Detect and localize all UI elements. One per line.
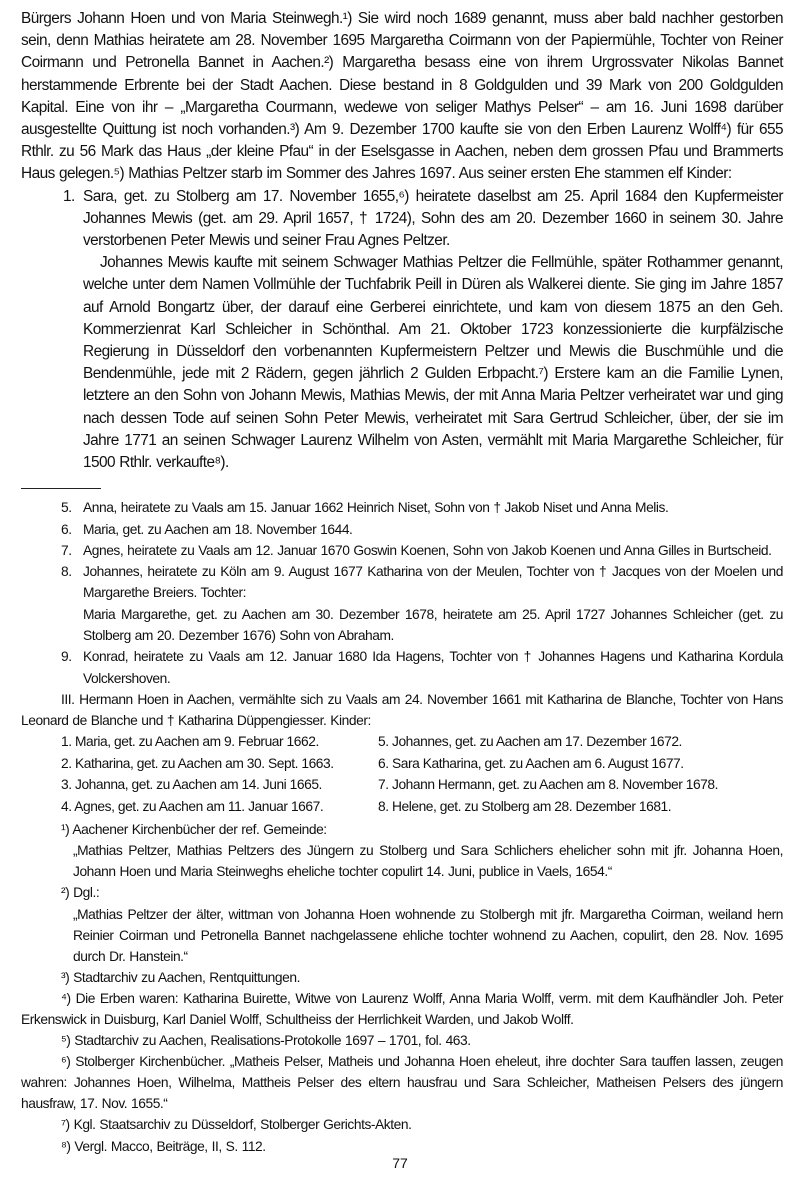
footnote-1-quote: „Mathias Peltzer, Mathias Peltzers des Jüngern zu Stolberg und Sara Schlichers ehelicher sohn mit jfr. Johanna Hoen, Johann Hoen und Maria Steinweghs eheliche tochter copulirt 14. Juni, publice in Vaels, 1654.“: [73, 843, 783, 880]
child-number: 1.: [63, 187, 75, 205]
footnote-2-head: ²) Dgl.:: [61, 885, 100, 901]
item-text: Anna, heiratete zu Vaals am 15. Januar 1662 Heinrich Niset, Sohn von † Jakob Niset und Anna Melis.: [83, 500, 669, 516]
child-entry-1: [63, 186, 783, 253]
item-text: Konrad, heiratete zu Vaals am 12. Januar 1680 Ida Hagens, Tochter von † Johannes Hagens und Katharina Kordula Volckershoven.: [83, 649, 783, 686]
list-item: [61, 646, 783, 689]
footnote-4: ⁴) Die Erben waren: Katharina Buirette, Witwe von Laurenz Wolff, Anna Maria Wolff, verm. mit dem Kaufhändler Joh. Peter Erkenswick in Duisburg, Karl Daniel Wolff, Schultheiss der Herrlichkeit Warden, und Jakob Wolff.: [21, 990, 783, 1027]
list-item: 7. Johann Hermann, get. zu Aachen am 8. November 1678.: [378, 777, 719, 793]
child-text: Sara, get. zu Stolberg am 17. November 1655,⁶) heiratete daselbst am 25. April 1684 den Kupfermeister Johannes Mewis (get. am 29. April 1657, † 1724), Sohn des am 20. Dezember 1660 in seinem 30. Jahre verstorbenen Peter Mewis und seiner Frau Agnes Peltzer.: [83, 187, 783, 250]
item-number: 7.: [61, 542, 72, 558]
list-item: 5. Johannes, get. zu Aachen am 17. Dezember 1672.: [378, 734, 682, 750]
footnote-6: ⁶) Stolberger Kirchenbücher. „Matheis Pelser, Matheis und Johanna Hoen eheleut, ihre dochter Sara tauffen lassen, zeugen wahren: Johannes Hoen, Wilhelma, Mattheis Pelser des eltern hausfrau und Sara Schleicher, Matheisen Pelsers des jüngern hausfraw, 17. Nov. 1655.“: [21, 1054, 783, 1112]
page-number: 77: [392, 1155, 408, 1171]
list-item: 4. Agnes, get. zu Aachen am 11. Januar 1667.: [61, 798, 324, 814]
continued-children-list: [61, 497, 783, 689]
item-number: 6.: [61, 521, 72, 537]
child-1-paragraph-2: Johannes Mewis kaufte mit seinem Schwager Mathias Peltzer die Fellmühle, später Rothammer genannt, welche unter dem Namen Vollmühle der Tuchfabrik Peill in Düren als Walkerei diente. Sie ging im Jahre 1857 auf Arnold Bongartz über, der darauf eine Gerberei einrichtete, und kam von diesem 1875 an den Geh. Kommerzienrat Karl Schleicher in Schönthal. Am 21. Oktober 1723 konzessionierte die kurpfälzische Regierung in Düsseldorf den vorbenannten Kupfermeistern Peltzer und Mewis die Buschmühle und die Bendenmühle, jede mit 2 Rädern, gegen jährlich 2 Gulden Erbpacht.⁷) Erstere kam an die Familie Lynen, letztere an den Sohn von Johann Mewis, Mathias Mewis, der mit Anna Maria Peltzer verheiratet war und ging nach dessen Tode auf seinen Sohn Peter Mewis, verheiratet mit Sara Gertrud Schleicher, über, der sie im Jahre 1771 an seinen Schwager Laurenz Wilhelm von Asten, vermählt mit Maria Margarethe Schleicher, für 1500 Rthlr. verkaufte⁸).: [83, 254, 783, 472]
hoen-children-grid: [61, 731, 783, 817]
footnote-3: ³) Stadtarchiv zu Aachen, Rentquittungen.: [61, 969, 300, 985]
footnotes: [21, 819, 783, 1157]
section-iii: III. Hermann Hoen in Aachen, vermählte sich zu Vaals am 24. November 1661 mit Katharina de Blanche, Tochter von Hans Leonard de Blanche und † Katharina Düppengiesser. Kinder:: [21, 691, 783, 729]
item-number: 8.: [61, 564, 72, 580]
item-text: Agnes, heiratete zu Vaals am 12. Januar 1670 Goswin Koenen, Sohn von Jakob Koenen und Anna Gilles in Burtscheid.: [83, 542, 772, 558]
item-subtext: Maria Margarethe, get. zu Aachen am 30. Dezember 1678, heiratete am 25. April 1727 Johannes Schleicher (get. zu Stolberg am 20. Dezember 1676) Sohn von Abraham.: [83, 606, 783, 644]
intro-paragraph: Bürgers Johann Hoen und von Maria Steinwegh.¹) Sie wird noch 1689 genannt, muss aber bald nachher gestorben sein, denn Mathias heiratete am 28. November 1695 Margaretha Coirmann von der Papiermühle, Tochter von Reiner Coirmann und Petronella Bannet in Aachen.²) Margaretha besass eine von ihrem Urgrossvater Nikolas Bannet herstammende Erbrente bei der Stadt Aachen. Diese bestand in 8 Goldgulden und 39 Mark von 200 Goldgulden Kapital. Eine von ihr – „Margaretha Courmann, wedewe von seliger Mathys Pelser“ – am 16. Juni 1698 darüber ausgestellte Quittung ist noch vorhanden.³) Am 9. Dezember 1700 kaufte sie von den Erben Laurenz Wolff⁴) für 655 Rthlr. zu 56 Mark das Haus „der kleine Pfau“ in der Eselsgasse in Aachen, neben dem grossen Pfau und Brammerts Haus gelegen.⁵) Mathias Peltzer starb im Sommer des Jahres 1697. Aus seiner ersten Ehe stammen elf Kinder:: [21, 10, 783, 183]
item-number: 9.: [61, 649, 72, 665]
list-item: [61, 497, 783, 518]
footnote-2-quote: „Mathias Peltzer der älter, wittman von Johanna Hoen wohnende zu Stolbergh mit jfr. Margaretha Coirman, weiland hern Reinier Coirman und Petronella Bannet nachgelassene ehliche tochter wohnend zu Aachen, copulirt, den 28. Nov. 1695 durch Dr. Hanstein.“: [73, 906, 783, 964]
footnote-7: ⁷) Kgl. Staatsarchiv zu Düsseldorf, Stolberger Gerichts-Akten.: [61, 1117, 412, 1133]
list-item: [61, 561, 783, 646]
footnote-separator: [21, 488, 101, 489]
list-item: 1. Maria, get. zu Aachen am 9. Februar 1662.: [61, 734, 319, 750]
list-item: [61, 519, 783, 540]
footnote-1-head: ¹) Aachener Kirchenbücher der ref. Gemeinde:: [61, 822, 327, 838]
list-item: 2. Katharina, get. zu Aachen am 30. Sept. 1663.: [61, 755, 334, 771]
footnote-8: ⁸) Vergl. Macco, Beiträge, II, S. 112.: [61, 1138, 266, 1154]
item-text: Maria, get. zu Aachen am 18. November 1644.: [83, 521, 353, 537]
footnote-5: ⁵) Stadtarchiv zu Aachen, Realisations-Protokolle 1697 – 1701, fol. 463.: [61, 1033, 471, 1049]
document-page: [21, 8, 783, 1157]
list-item: 8. Helene, get. zu Stolberg am 28. Dezember 1681.: [378, 798, 672, 814]
list-item: [61, 540, 783, 561]
list-item: 6. Sara Katharina, get. zu Aachen am 6. August 1677.: [378, 755, 684, 771]
list-item: 3. Johanna, get. zu Aachen am 14. Juni 1665.: [61, 777, 322, 793]
item-text: Johannes, heiratete zu Köln am 9. August 1677 Katharina von der Meulen, Tochter von † Jacques von der Moelen und Margarethe Breiers. Tochter:: [83, 564, 783, 601]
item-number: 5.: [61, 500, 72, 516]
